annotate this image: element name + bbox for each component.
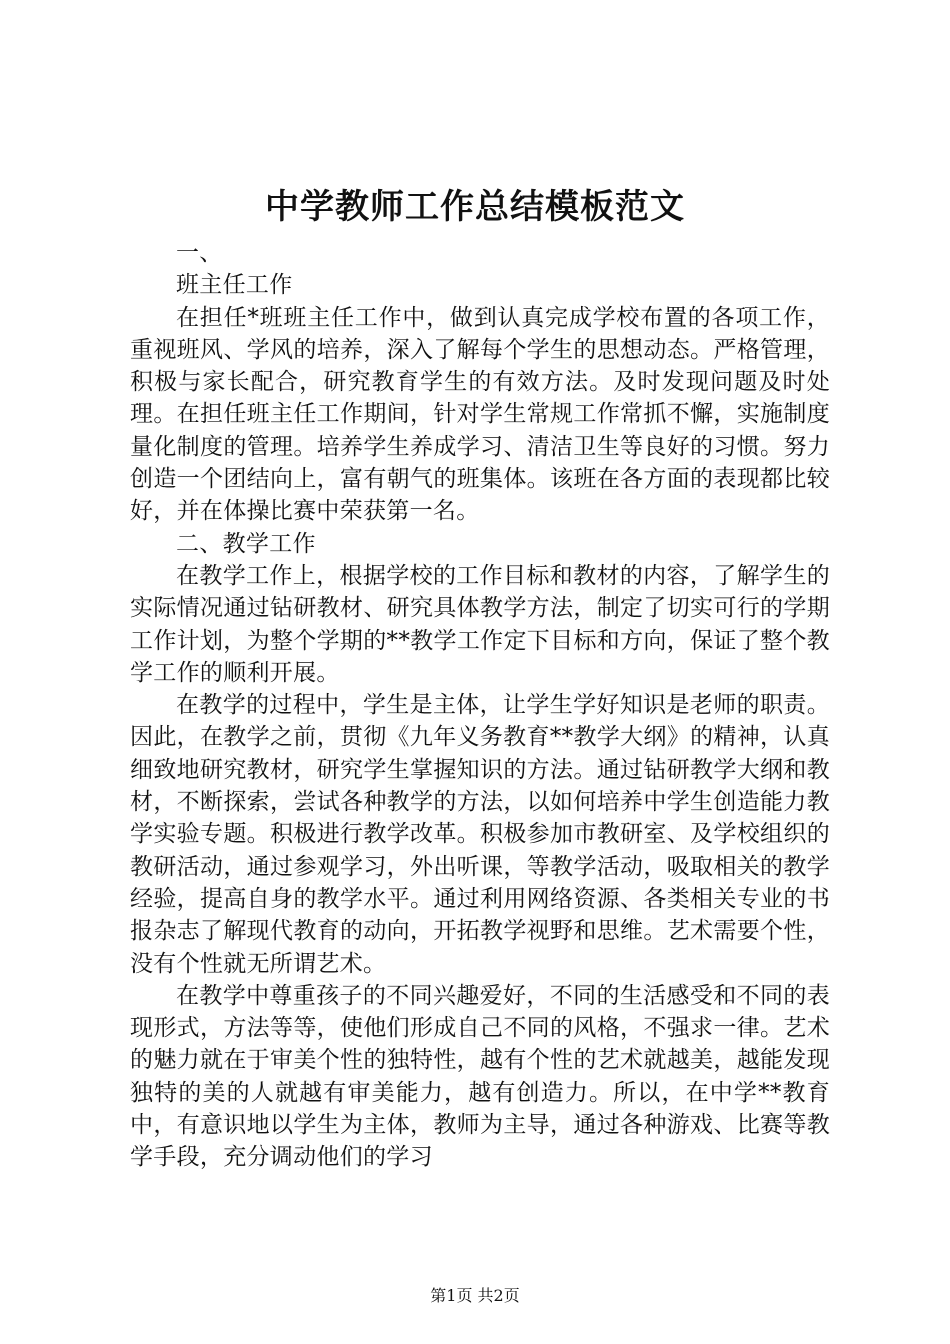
paragraph-teaching-individuality: 在教学中尊重孩子的不同兴趣爱好，不同的生活感受和不同的表现形式，方法等等，使他们形成自己不同的风格，不强求一律。艺术的魅力就在于审美个性的独特性，越有个性的艺术就越美，越能发现独特的美的人就越有审美能力，越有创造力。所以，在中学**教育中，有意识地以学生为主体，教师为主导，通过各种游戏、比赛等教学手段，充分调动他们的学习 bbox=[130, 982, 830, 1171]
section-number: 一、 bbox=[176, 240, 223, 266]
document-title: 中学教师工作总结模板范文 bbox=[265, 187, 685, 227]
document-body bbox=[130, 237, 830, 1174]
section-heading-homeroom: 班主任工作 bbox=[176, 272, 293, 299]
page-number-footer: 第1页 共2页 bbox=[430, 1286, 520, 1305]
paragraph-teaching-process: 在教学的过程中，学生是主体，让学生学好知识是老师的职责。因此，在教学之前，贯彻《九年义务教育**教学大纲》的精神，认真细致地研究教材，研究学生掌握知识的方法。通过钻研教学大纲和教材，不断探索，尝试各种教学的方法，以如何培养中学生创造能力教学实验专题。积极进行教学改革。积极参加市教研室、及学校组织的教研活动，通过参观学习，外出听课，等教学活动，吸取相关的教学经验，提高自身的教学水平。通过利用网络资源、各类相关专业的书报杂志了解现代教育的动向，开拓教学视野和思维。艺术需要个性，没有个性就无所谓艺术。 bbox=[130, 692, 830, 977]
paragraph-homeroom-work: 在担任*班班主任工作中，做到认真完成学校布置的各项工作，重视班风、学风的培养，深入了解每个学生的思想动态。严格管理，积极与家长配合，研究教育学生的有效方法。及时发现问题及时处理。在担任班主任工作期间，针对学生常规工作常抓不懈，实施制度量化制度的管理。培养学生养成学习、清洁卫生等良好的习惯。努力创造一个团结向上，富有朝气的班集体。该班在各方面的表现都比较好，并在体操比赛中荣获第一名。 bbox=[130, 304, 830, 525]
section-heading-teaching: 二、教学工作 bbox=[176, 530, 316, 557]
paragraph-teaching-plan: 在教学工作上，根据学校的工作目标和教材的内容，了解学生的实际情况通过钻研教材、研究具体教学方法，制定了切实可行的学期工作计划，为整个学期的**教学工作定下目标和方向，保证了整个教学工作的顺利开展。 bbox=[130, 562, 830, 686]
